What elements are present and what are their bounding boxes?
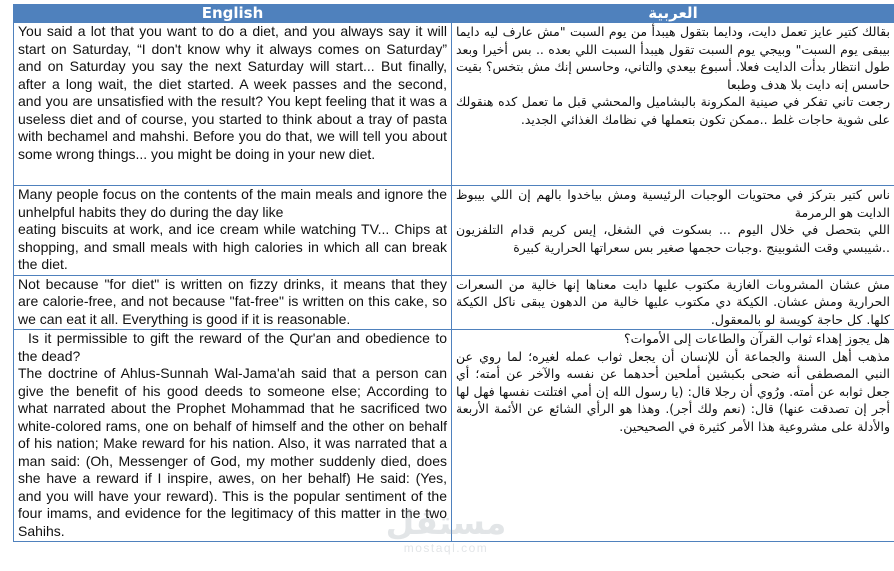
arabic-paragraph: مذهب أهل السنة والجماعة أن للإنسان أن يجعل ثواب عمله لغيره؛ لما روي عن النبي المصطفى أنه ضحى بكبشين أملحين أحدهما عن نفسه والآخر عن أمته؛ أي جعل ثوابه عن أمته. ورُوي أن رجلا قال: (يا رسول الله إن أمي افتلتت نفسها فهل لها أجر إن تصدقت عنها) قال: (نعم ولك أجر). وهذا هو الرأي الشائع عن الأئمة الأربعة والأدلة على مشروعية هذا الأمر كثيرة في الصحيحين. xyxy=(456,348,890,434)
arabic-cell xyxy=(452,330,894,542)
table-row xyxy=(14,275,894,330)
table-row xyxy=(14,23,894,186)
english-paragraph: Many people focus on the contents of the main meals and ignore the unhelpful habits they do during the day like xyxy=(18,186,447,220)
arabic-question: هل يجوز إهداء ثواب القرآن والطاعات إلى الأموات؟ xyxy=(624,331,890,346)
english-column-header: English xyxy=(14,5,452,23)
arabic-cell xyxy=(452,186,894,276)
table-row xyxy=(14,186,894,276)
english-question: Is it permissible to gift the reward of the Qur'an and obedience to the dead? xyxy=(18,330,447,364)
english-cell xyxy=(14,186,452,276)
english-paragraph: Not because "for diet" is written on fizzy drinks, it means that they are calorie-free, and not because "fat-free" is written on this cake, so we can eat it all. Everything is good if it is reasonable. xyxy=(18,275,447,327)
header-row xyxy=(14,5,894,23)
arabic-paragraph: رجعت تاني تفكر في صينية المكرونة بالبشاميل والمحشي قبل ما تعمل كده هنقولك على شوية حاجات غلط ..ممكن تكون بتعملها في نظامك الغذائي الجديد. xyxy=(456,94,890,127)
arabic-cell xyxy=(452,23,894,186)
arabic-paragraph: بقالك كتير عايز تعمل دايت، ودايما بتقول هيبدأ من يوم السبت "مش عارف ليه دايما بيبقى يوم السبت" وبيجي يوم السبت تقول هيبدأ السبت اللي بعده .. بس أخيرا وبعد طول انتظار بدأت الدايت فعلا. أسبوع بيعدي والتاني، وحاسس إنك مش بتخس؟ بقيت حاسس إنه دايت بلا هدف وطبعا xyxy=(456,24,890,92)
arabic-paragraph: مش عشان المشروبات الغازية مكتوب عليها دايت معناها إنها خالية من السعرات الحرارية ومش عشان. الكيكة دي مكتوب عليها خالية من الدهون يبقى ناكل الكيكة كلها. كل حاجة كويسة لو بالمعقول. xyxy=(456,276,890,327)
mostaql-watermark xyxy=(384,505,508,567)
translation-table xyxy=(13,4,894,542)
arabic-paragraph: ناس كتير بتركز في محتويات الوجبات الرئيسية ومش بياخدوا بالهم إن اللي بيبوظ الدايت هو الرمرمة xyxy=(456,187,890,220)
english-paragraph: eating biscuits at work, and ice cream while watching TV... Chips at shopping, and small meals with high calories in which all can break the diet. xyxy=(18,221,447,272)
arabic-column-header: العربية xyxy=(452,5,894,23)
english-paragraph: You said a lot that you want to do a diet, and you always say it will start on Saturday, “I don't know why it always comes on Saturday” and on Saturday you say the next Saturday will start... But finally, after a long wait, the diet started. A week passes and the second, and you are unsatisfied with the result? You kept feeling that it was a useless diet and of course, you started to think about a tray of pasta with bechamel and mahshi. Before you do that, we will tell you about some wrong things... you might be doing in your new diet. xyxy=(18,23,447,162)
watermark-site: mostaql.com xyxy=(403,541,489,555)
english-paragraph: The doctrine of Ahlus-Sunnah Wal-Jama'ah said that a person can give the benefit of his good deeds to someone else; According to what narrated about the Prophet Mohammad that he sacrificed two white-colored rams, one on behalf of himself and the other on behalf of his nation; Make reward for his nation. Also, it was narrated that a man said: (Oh, Messenger of God, my mother suddenly died, does she have a reward if I inspire, awes, on her behalf) He said: (Yes, and you will have your reward). This is the popular sentiment of the four imams, and evidence for the legitimacy of this matter in the two Sahihs. xyxy=(18,365,447,539)
english-cell xyxy=(14,23,452,186)
english-cell xyxy=(14,275,452,330)
arabic-paragraph: اللي بتحصل في خلال اليوم ... بسكوت في الشغل، إيس كريم قدام التلفزيون ..شيبسي وقت الشوبينج .وجبات حجمها صغير بس سعراتها الحرارية كبيرة xyxy=(456,222,890,255)
watermark-logo: مستقل xyxy=(385,503,507,542)
arabic-cell xyxy=(452,275,894,330)
